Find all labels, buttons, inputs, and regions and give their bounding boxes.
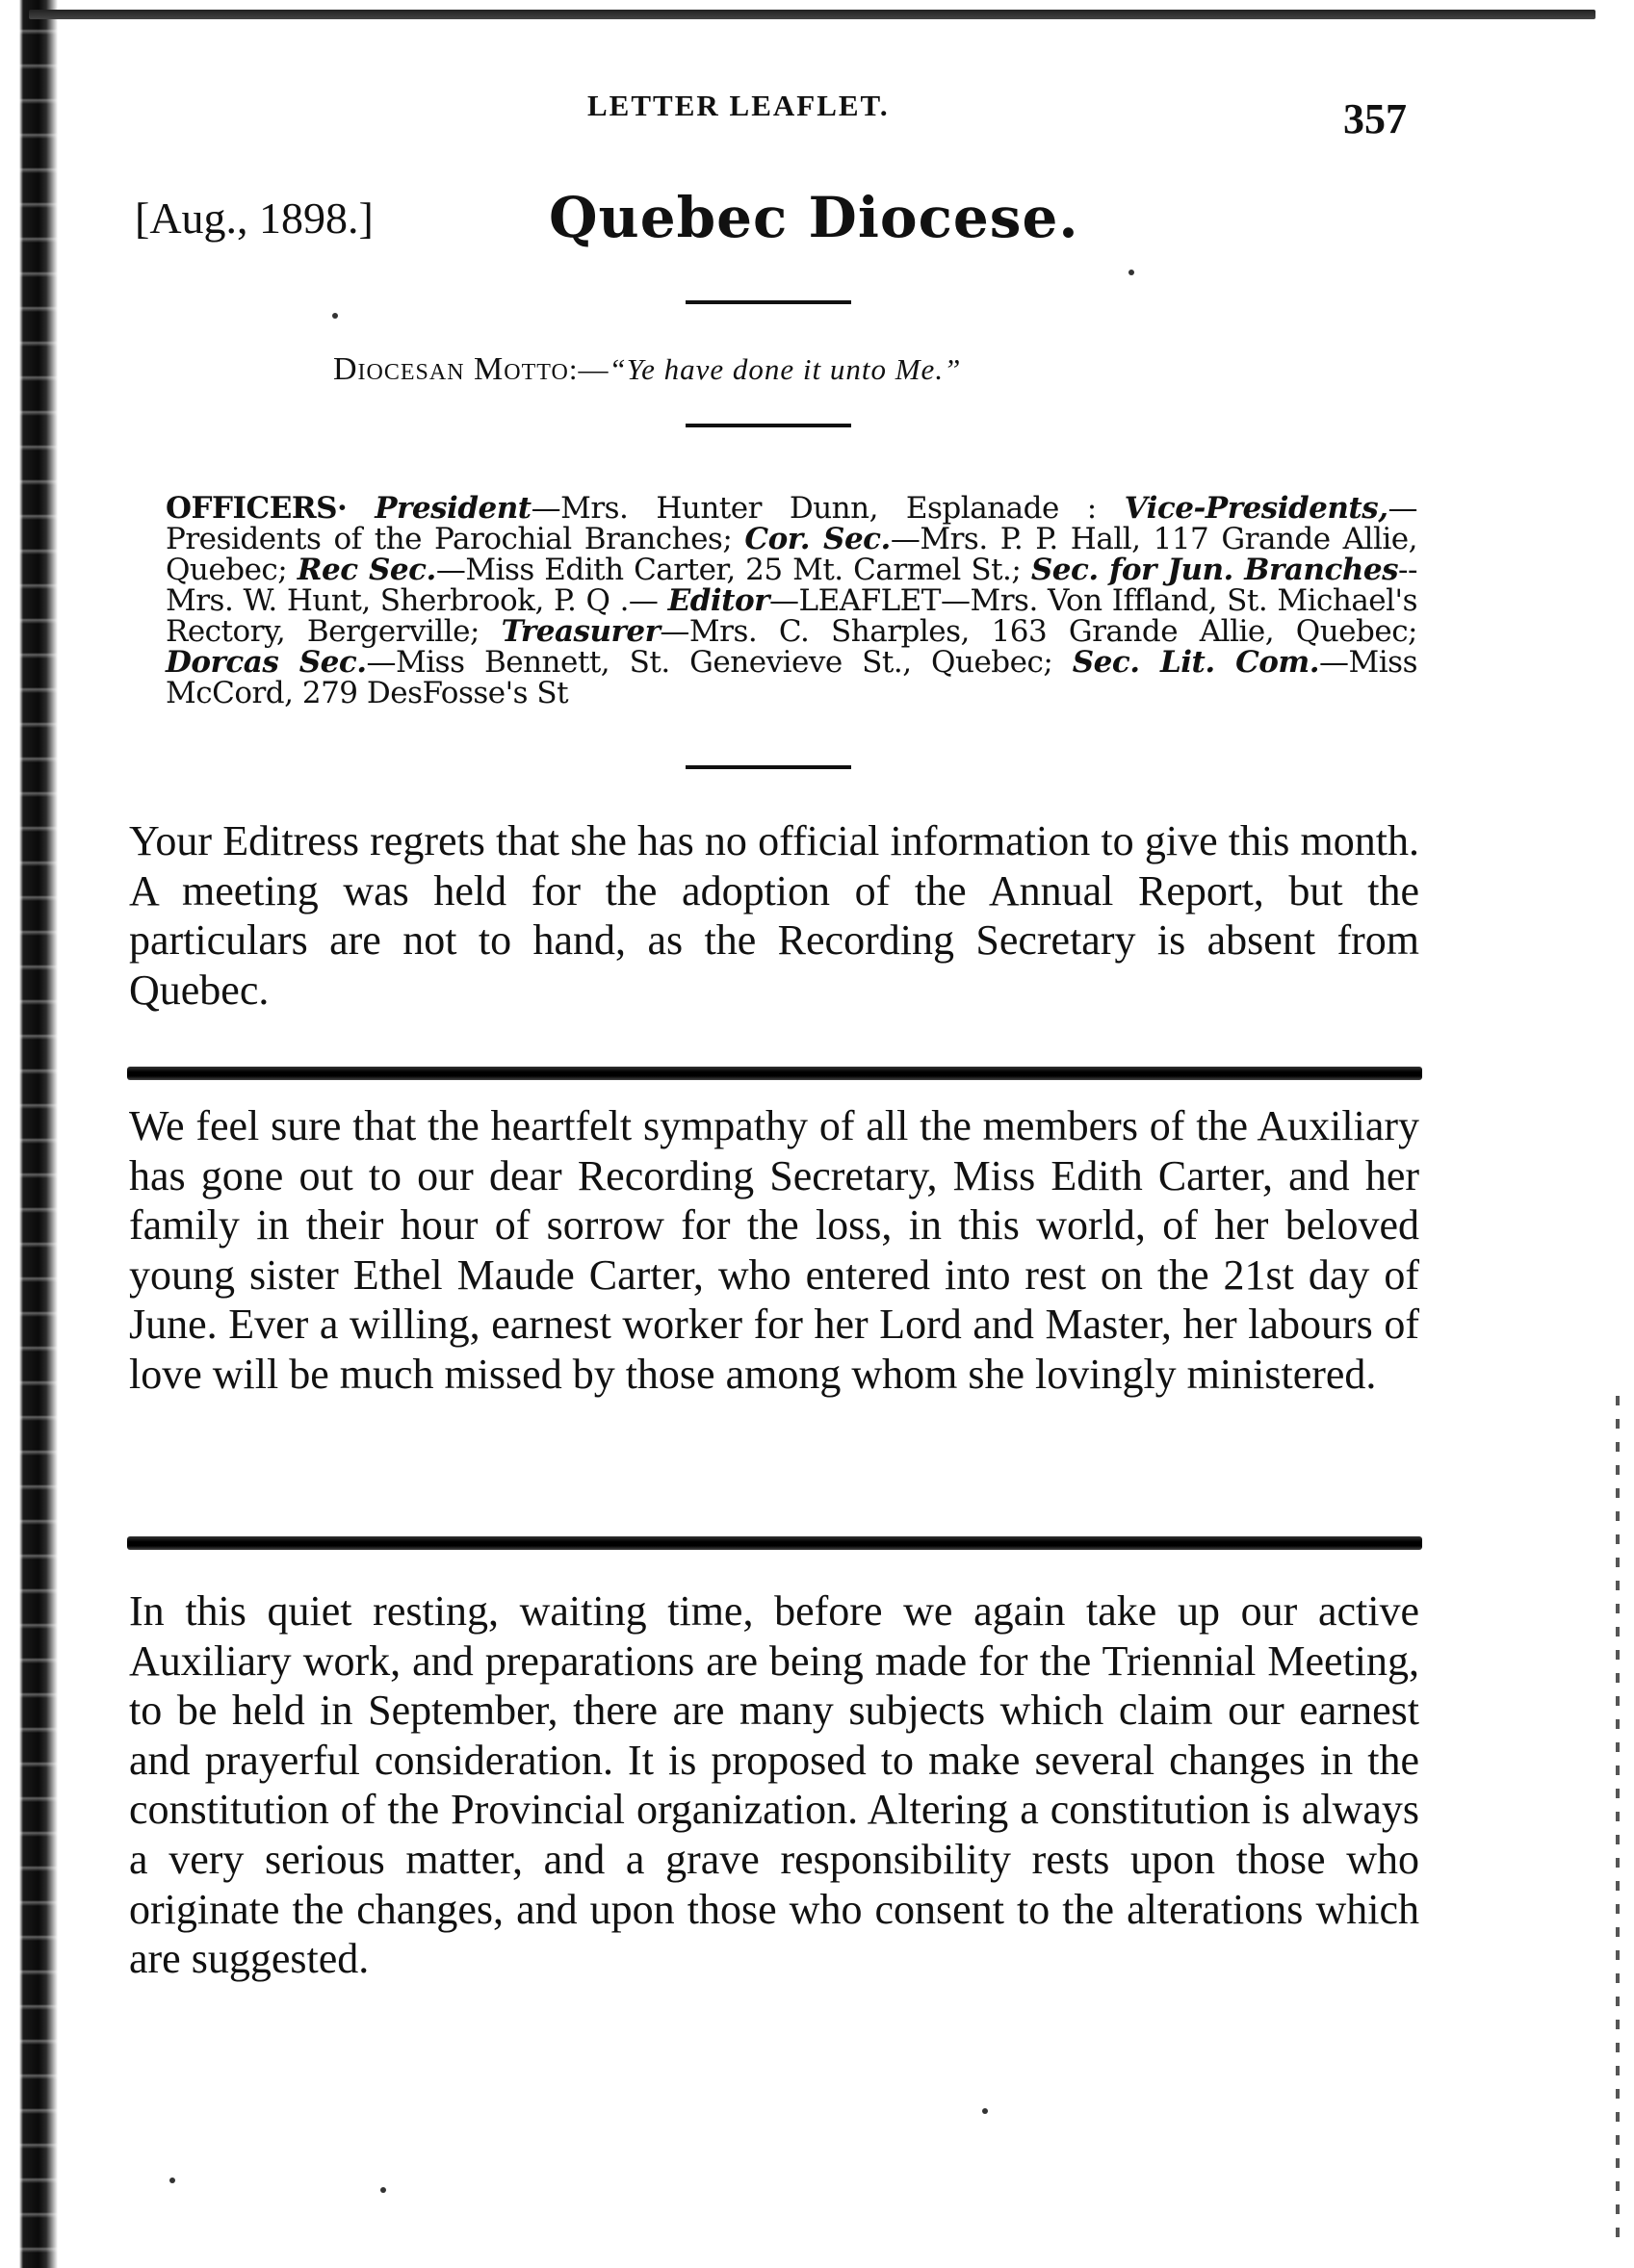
officer-role: Rec Sec. (297, 553, 436, 587)
officer-role: Vice-Presidents, (1124, 491, 1388, 526)
motto-separator: :— (568, 352, 610, 386)
officer-role: Sec. for Jun. Branches (1030, 553, 1399, 587)
officer-role: Cor. Sec. (744, 522, 891, 556)
issue-date: [Aug., 1898.] (135, 193, 374, 243)
officer-name: —Miss Bennett, St. Genevieve St., Quebec; (366, 645, 1053, 680)
page-title: Quebec Diocese. (549, 185, 1079, 250)
officer-role: Sec. Lit. Com. (1072, 645, 1320, 680)
officer-role: Treasurer (501, 614, 661, 649)
speck (380, 2187, 386, 2193)
diocesan-motto (333, 351, 961, 388)
paragraph-sympathy: We feel sure that the heartfelt sympathy of all the members of the Auxiliary has gone out to our dear Recording Secretary, Miss Edith Carter, and her family in their hour of sorrow for the loss, in this world, of her beloved young sister Ethel Maude Carter, who entered into rest on the 21st day of June. Ever a willing, earnest worker for her Lord and Master, her labours of love will be much missed by those among whom she lovingly ministered. (129, 1102, 1419, 1398)
speck (332, 313, 338, 319)
officer-name: —Mrs. C. Sharples, 163 Grande Allie, Quebec; (660, 614, 1418, 649)
top-edge-rule (29, 10, 1595, 19)
right-edge-artifact (1616, 1396, 1620, 2243)
book-binding-shadow (0, 0, 60, 2268)
speck (169, 2178, 175, 2183)
divider (686, 765, 851, 769)
motto-text: “Ye have done it unto Me.” (609, 352, 962, 386)
officer-name: —Mrs. P. P. Hall, 117 Grande Allie, Quebec; (166, 522, 1418, 587)
speck (1128, 270, 1134, 275)
page-number: 357 (1343, 95, 1407, 142)
thick-divider (127, 1067, 1422, 1080)
paragraph-triennial: In this quiet resting, waiting time, before we again take up our active Auxiliary work, and preparations are being made for the Triennial Meeting, to be held in September, there are many subjects which claim our earnest and prayerful consideration. It is proposed to make several changes in the constitution of the Provincial organization. Altering a constitution is always a very serious matter, and a grave responsibility rests upon those who originate the changes, and upon those who consent to the alterations which are suggested. (129, 1587, 1419, 1983)
officer-name: —LEAFLET—Mrs. Von Iffland, St. Michael's Rectory, Bergerville; (166, 583, 1417, 649)
officer-name: —Mrs. Hunter Dunn, Esplanade : (531, 491, 1097, 526)
motto-label: Diocesan Motto (333, 351, 569, 387)
speck (982, 2108, 988, 2114)
paragraph-editress-note: Your Editress regrets that she has no official information to give this month. A meeting was held for the adoption of the Annual Report, but the particulars are not to hand, as the Recording Secretary is absent from Quebec. (129, 817, 1419, 1014)
officer-role: Editor (667, 583, 769, 618)
officer-role: President (375, 491, 532, 526)
officer-name: —Miss Edith Carter, 25 Mt. Carmel St.; (435, 553, 1022, 587)
officers-list (166, 493, 1417, 709)
running-title: LETTER LEAFLET. (587, 89, 890, 122)
thick-divider (127, 1536, 1422, 1550)
officer-name: --Mrs. W. Hunt, Sherbrook, P. Q .— (166, 553, 1417, 618)
officers-label: OFFICERS· (166, 491, 348, 526)
officer-role: Dorcas Sec. (166, 645, 367, 680)
officer-name: —Presidents of the Parochial Branches; (166, 491, 1417, 556)
divider (686, 300, 851, 304)
divider (686, 424, 851, 427)
officer-name: —Miss McCord, 279 DesFosse's St (166, 645, 1417, 710)
